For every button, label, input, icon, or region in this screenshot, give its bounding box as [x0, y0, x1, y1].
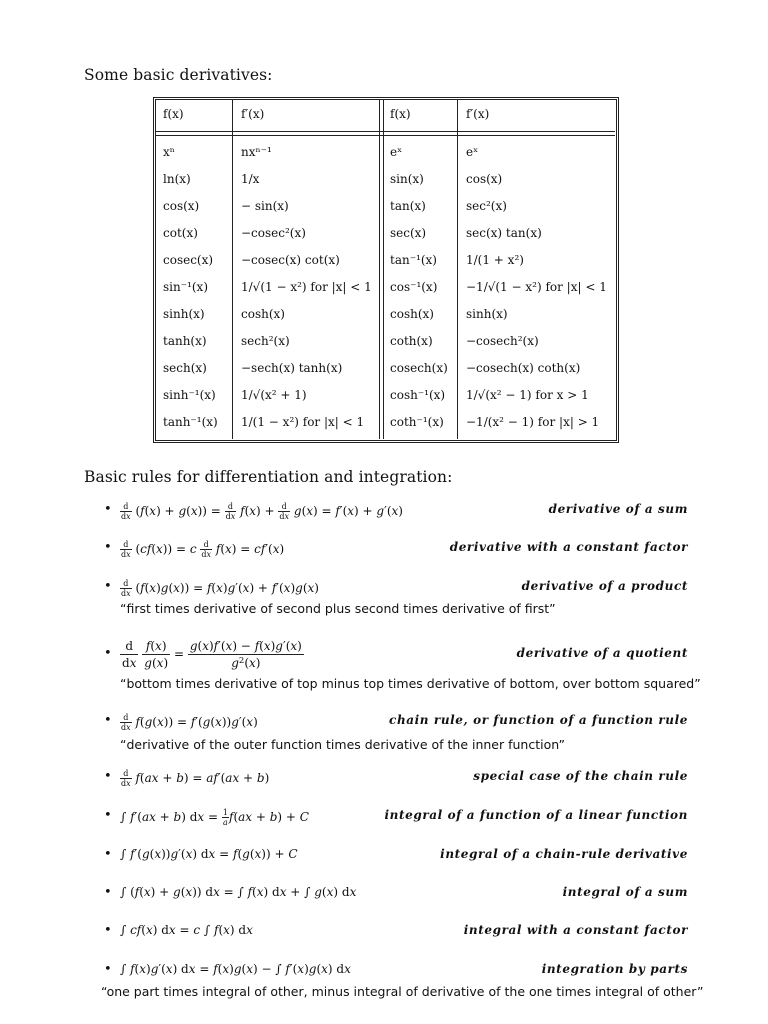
- table-cell: cos⁻¹(x): [390, 280, 438, 294]
- table-header: f′(x): [241, 107, 265, 121]
- rule-formula: ∫ f′(g(x))g′(x) dx = f(g(x)) + C: [120, 847, 298, 861]
- rule-formula: ∫ f(x)g′(x) dx = f(x)g(x) − ∫ f′(x)g(x) dx: [120, 962, 351, 976]
- table-cell: −1/(x² − 1) for |x| > 1: [466, 415, 600, 429]
- bullet: •: [104, 847, 112, 862]
- rule-formula: $\frac{d}{dx}$ $\frac{f(x)}{g(x)}$ = $\frac{g(x)f'(x) - f(x)g'(x)}{g^2(x)}$: [122, 639, 302, 670]
- table-cell: sech(x): [163, 361, 207, 375]
- table-cell: 1/(1 − x²) for |x| < 1: [241, 415, 365, 429]
- table-cell: sec(x) tan(x): [466, 226, 542, 240]
- table-cell: 1/x: [241, 172, 260, 186]
- rule-name: integration by parts: [541, 962, 688, 976]
- table-cell: tanh⁻¹(x): [163, 415, 218, 429]
- table-cell: cos(x): [163, 199, 200, 213]
- table-cell: nxⁿ⁻¹: [241, 145, 272, 159]
- bullet: •: [104, 713, 112, 728]
- table-cell: sinh(x): [163, 307, 205, 321]
- table-cell: tan⁻¹(x): [390, 253, 437, 267]
- table-cell: −cosech²(x): [466, 334, 539, 348]
- rule-formula: $\frac{d}{dx}$ (cf(x)) = c $\frac{d}{dx}$ f(x) = cf′(x): [121, 540, 285, 559]
- table-header: f(x): [390, 107, 411, 121]
- bullet: •: [104, 885, 112, 900]
- table-cell: 1/√(x² − 1) for x > 1: [466, 388, 589, 402]
- rule-name: derivative of a product: [521, 579, 688, 593]
- table-cell: xⁿ: [163, 145, 175, 159]
- derivatives-heading: Some basic derivatives:: [84, 66, 273, 84]
- bullet: •: [104, 502, 112, 517]
- rule-name: derivative with a constant factor: [449, 540, 688, 554]
- rule-name: integral with a constant factor: [463, 923, 688, 937]
- bullet: •: [104, 923, 112, 938]
- table-cell: sec(x): [390, 226, 427, 240]
- table-cell: − sin(x): [241, 199, 289, 213]
- table-cell: tan(x): [390, 199, 426, 213]
- table-cell: −cosech(x) coth(x): [466, 361, 581, 375]
- bullet: •: [104, 540, 112, 555]
- rule-formula: ∫ (f(x) + g(x)) dx = ∫ f(x) dx + ∫ g(x) dx: [120, 885, 357, 899]
- rule-quote: “one part times integral of other, minus integral of derivative of the one times integral of other”: [101, 984, 704, 999]
- rule-name: integral of a sum: [562, 885, 688, 899]
- table-cell: 1/√(1 − x²) for |x| < 1: [241, 280, 372, 294]
- rule-formula: ∫ cf(x) dx = c ∫ f(x) dx: [120, 923, 253, 937]
- table-cell: −1/√(1 − x²) for |x| < 1: [466, 280, 607, 294]
- table-cell: cosech(x): [390, 361, 448, 375]
- table-cell: sech²(x): [241, 334, 290, 348]
- rule-quote: “derivative of the outer function times derivative of the inner function”: [120, 737, 565, 752]
- rule-name: chain rule, or function of a function rule: [389, 713, 688, 727]
- bullet: •: [104, 579, 112, 594]
- bullet: •: [104, 646, 112, 661]
- table-cell: cosh⁻¹(x): [390, 388, 446, 402]
- rule-formula: $\frac{d}{dx}$ f(ax + b) = af′(ax + b): [121, 769, 270, 788]
- rule-name: integral of a function of a linear function: [384, 808, 688, 822]
- rule-formula: $\frac{d}{dx}$ (f(x) + g(x)) = $\frac{d}{dx}$ f(x) + $\frac{d}{dx}$ g(x) = f′(x) + g′(x): [121, 502, 403, 521]
- rule-name: special case of the chain rule: [473, 769, 688, 783]
- table-cell: eˣ: [390, 145, 403, 159]
- table-cell: coth⁻¹(x): [390, 415, 444, 429]
- rule-quote: “first times derivative of second plus second times derivative of first”: [120, 601, 556, 616]
- table-cell: cosec(x): [163, 253, 214, 267]
- bullet: •: [104, 769, 112, 784]
- table-cell: 1/(1 + x²): [466, 253, 524, 267]
- table-cell: cot(x): [163, 226, 198, 240]
- table-cell: cosh(x): [390, 307, 434, 321]
- table-header: f′(x): [466, 107, 490, 121]
- derivatives-table: [153, 97, 619, 443]
- bullet: •: [104, 808, 112, 823]
- rule-quote: “bottom times derivative of top minus top times derivative of bottom, over bottom squared”: [120, 676, 701, 691]
- table-cell: tanh(x): [163, 334, 207, 348]
- bullet: •: [104, 962, 112, 977]
- table-header: f(x): [163, 107, 184, 121]
- rule-name: derivative of a quotient: [516, 646, 688, 660]
- table-cell: sin(x): [390, 172, 424, 186]
- rule-formula: $\frac{d}{dx}$ (f(x)g(x)) = f(x)g′(x) + f′(x)g(x): [121, 579, 319, 598]
- table-cell: 1/√(x² + 1): [241, 388, 307, 402]
- table-cell: coth(x): [390, 334, 433, 348]
- rule-formula: ∫ f′(ax + b) dx = $\frac{1}{a}$ f(ax + b) + C: [120, 808, 309, 827]
- table-cell: −cosec(x) cot(x): [241, 253, 340, 267]
- rule-name: derivative of a sum: [548, 502, 688, 516]
- rule-name: integral of a chain-rule derivative: [440, 847, 688, 861]
- rules-heading: Basic rules for differentiation and integration:: [84, 468, 453, 486]
- table-cell: sec²(x): [466, 199, 507, 213]
- table-cell: −cosec²(x): [241, 226, 306, 240]
- table-cell: sinh(x): [466, 307, 508, 321]
- table-cell: sinh⁻¹(x): [163, 388, 216, 402]
- rule-formula: $\frac{d}{dx}$ f(g(x)) = f′(g(x))g′(x): [121, 713, 258, 732]
- table-cell: −sech(x) tanh(x): [241, 361, 343, 375]
- table-cell: ln(x): [163, 172, 191, 186]
- table-cell: cosh(x): [241, 307, 285, 321]
- table-cell: cos(x): [466, 172, 503, 186]
- table-cell: eˣ: [466, 145, 479, 159]
- table-cell: sin⁻¹(x): [163, 280, 208, 294]
